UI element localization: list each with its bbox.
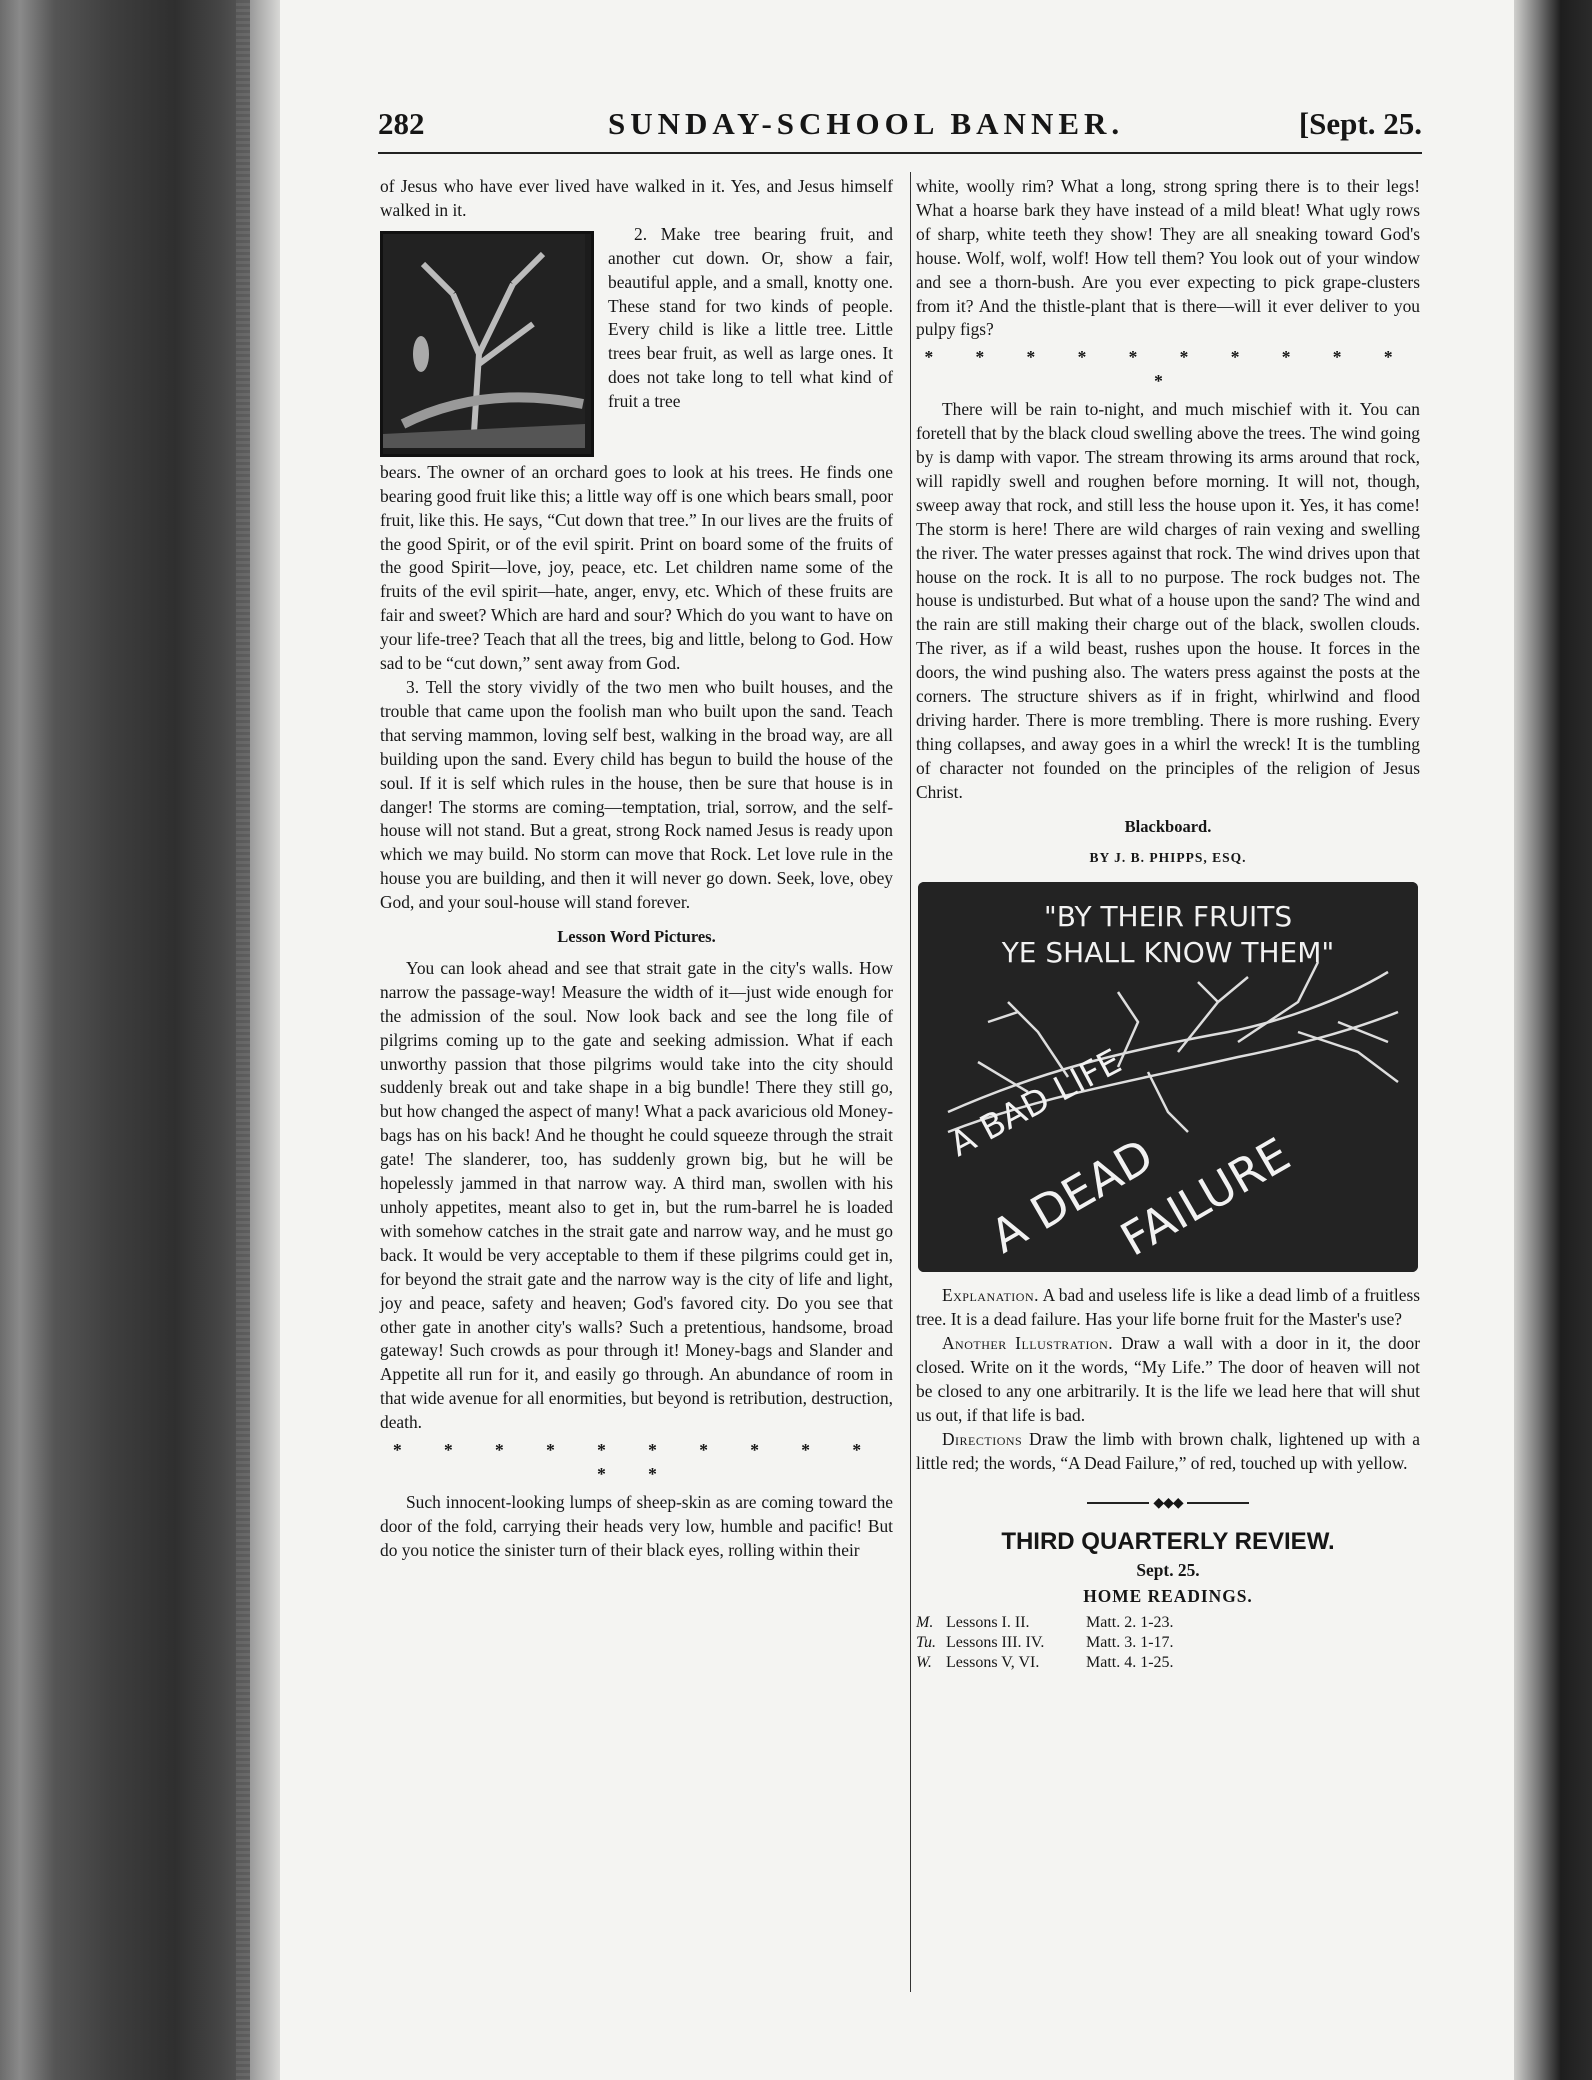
book-spine [0, 0, 250, 2080]
reading-reference: Matt. 3. 1-17. [1086, 1634, 1174, 1652]
reading-day: W. [916, 1654, 932, 1672]
section-break-stars: * * * * * * * * * * * * [392, 1440, 881, 1484]
reading-lessons: Lessons V, VI. [946, 1654, 1040, 1672]
blackboard-failure: FAILURE [1111, 1127, 1299, 1267]
tree-engraving [380, 231, 594, 457]
reading-reference: Matt. 2. 1-23. [1086, 1614, 1174, 1632]
header-rule [378, 152, 1422, 154]
home-readings-list [916, 1613, 1420, 1673]
blackboard-motto-line1: "BY THEIR FRUITS [1043, 900, 1293, 934]
point-two-wrapped: 2. Make tree bearing fruit, and another cut down. Or, show a fair, beautiful apple, and a small, knotty one. These stand for two kinds of people. Every child is like a little tree. Little trees bear fruit, as well as large ones. It does not take long to tell what kind of fruit a tree [608, 223, 893, 412]
ornament-divider: ◆◆◆ [916, 1492, 1420, 1516]
book-page [280, 0, 1514, 2080]
running-head [378, 100, 1422, 148]
lesson-word-pictures-heading: Lesson Word Pictures. [557, 927, 716, 947]
section-break-stars: * * * * * * * * * * * [924, 347, 1412, 392]
blackboard-bad-life: A BAD LIFE [943, 1041, 1128, 1166]
explanation-text: A bad and useless life is like a dead limb of a fruitless tree. It is a dead failure. Has your life borne fruit for the Master's use? [916, 1285, 1420, 1330]
directions-text: Draw the limb with brown chalk, lightened up with a little red; the words, “A Dead Failure,” of red, touched up with yellow. [916, 1428, 1420, 1473]
right-column [916, 175, 1420, 1673]
wolves-paragraph: white, woolly rim? What a long, strong spring there is to their legs! What a hoarse bark they have instead of a mild bleat! What ugly rows of sharp, white teeth they show! They are all sneaking toward God's house. Wolf, wolf, wolf! How tell them? You look out of your window and see a thorn-bush. Are you ever expecting to pick grape-clusters from it? And the thistle-plant that is there—will it ever deliver to you pulpy figs? [916, 176, 1420, 340]
blackboard-motto-line2: YE SHALL KNOW THEM" [1001, 936, 1335, 970]
page-gutter [250, 0, 280, 2080]
issue-date: [Sept. 25. [1298, 106, 1422, 141]
home-readings-heading: HOME READINGS. [1083, 1586, 1253, 1607]
blackboard-dead: A DEAD [981, 1128, 1163, 1264]
another-illustration-label: Another Illustration. [942, 1333, 1114, 1354]
storm-paragraph: There will be rain to-night, and much mischief with it. You can foretell that by the black cloud swelling above the trees. The wind going by is damp with vapor. The stream throwing its arms around that rock, will rapidly swell and roughen before morning. It will not, though, sweep away that rock, and still less the house upon it. Yes, it has come! The storm is here! There are wild charges of rain vexing and swelling the river. The water presses against that rock. The wind drives upon that house on the rock. It is all to no purpose. The rock budges not. The house is undisturbed. But what of a house upon the sand? The wind and the rain are still making their charge out of the black, swollen clouds. The river, as if a wild beast, rushes upon the house. It forces in the doors, the wind pushing also. The waters press against the posts at the corners. The structure shivers as if in fright, whirlwind and flood driving harder. There is more trembling. There is more rushing. Every thing collapses, and away goes in a whirl the wreck! It is the tumbling of character not founded on the principles of the religion of Jesus Christ. [916, 399, 1420, 802]
page-number: 282 [378, 106, 425, 141]
reading-lessons: Lessons I. II. [946, 1614, 1030, 1632]
directions-label: Directions [942, 1428, 1023, 1449]
explanation-label: Explanation. [942, 1285, 1039, 1306]
point-two-rest: bears. The owner of an orchard goes to look at his trees. He finds one bearing good fruit like this; a little way off is one which bears small, poor fruit, like this. He says, “Cut down that tree.” In our lives are the fruits of the good Spirit, or of the evil spirit. Print on board some of the fruits of the good Spirit—love, joy, peace, etc. Let children name some of the fruits of the evil spirit—hate, anger, envy, etc. Which of these fruits are fair and sweet? Which are hard and sour? Which do you want to have on your life-tree? Teach that all the trees, big and little, belong to God. How sad to be “cut down,” sent away from God. [380, 461, 893, 674]
list-item [916, 1633, 1420, 1653]
blackboard-heading: Blackboard. [1124, 816, 1212, 836]
intro-paragraph: of Jesus who have ever lived have walked in it. Yes, and Jesus himself walked in it. [380, 176, 893, 220]
reading-day: M. [916, 1614, 934, 1632]
column-rule [910, 172, 911, 1992]
blackboard-illustration [918, 882, 1418, 1272]
review-title: THIRD QUARTERLY REVIEW. [1001, 1527, 1335, 1555]
another-illustration-text: Draw a wall with a door in it, the door closed. Write on it the words, “My Life.” The door of heaven will not be closed to any one arbitrarily. It is the life we lead here that will shut us out, if that life is bad. [916, 1333, 1421, 1425]
review-date: Sept. 25. [1136, 1560, 1200, 1581]
adjacent-page-edge [1514, 0, 1592, 2080]
list-item [916, 1613, 1420, 1633]
publication-title: SUNDAY-SCHOOL BANNER. [608, 106, 1125, 141]
left-column [380, 175, 893, 1563]
list-item [916, 1653, 1420, 1673]
reading-lessons: Lessons III. IV. [946, 1634, 1045, 1652]
point-three: 3. Tell the story vividly of the two men who built houses, and the trouble that came upon the foolish man who built upon the sand. Teach that serving mammon, loving self best, walking in the broad way, are all building upon the sand. Every child has begun to build the house of the soul. If it is self which rules in the house, then be sure that house is in danger! The storms are coming—temptation, trial, sorrow, and the self-house will not stand. But a great, strong Rock named Jesus is ready upon which we may build. No storm can move that Rock. Let love rule in the house you are building, and then it will never go down. Seek, love, obey God, and your soul-house will stand forever. [380, 676, 893, 913]
byline: BY J. B. PHIPPS, ESQ. [1089, 850, 1247, 866]
reading-day: Tu. [916, 1634, 937, 1652]
reading-reference: Matt. 4. 1-25. [1086, 1654, 1174, 1672]
word-pictures-paragraph: You can look ahead and see that strait gate in the city's walls. How narrow the passage-way! Measure the width of it—just wide enough for the admission of the soul. Now look back and see the long file of pilgrims coming up to the gate and seeking admission. What if each unworthy passion that those pilgrims would take into the city should suddenly break out and take shape in a big bundle! There they still go, but how changed the aspect of many! What a pack avaricious old Money-bags has on his back! And he thought he could squeeze through the strait gate! The slanderer, too, has suddenly grown big, but he will be hopelessly jammed in that narrow way. A third man, swollen with his unholy appetites, meant also to get in, but the rum-barrel he is loaded with somehow catches in the strait gate and narrow way, and he must go back. It would be very acceptable to them if these pilgrims could get in, for beyond the strait gate and the narrow way is the city of life and light, joy and peace, safety and heaven; God's favored city. Do you see that other gate in another city's walls? Such a pretentious, handsome, broad gateway! Such crowds as pour through it! Money-bags and Slander and Appetite all run for it, and easily go through. An abundance of room in that wide avenue for all enormities, but beyond is retribution, destruction, death. [380, 957, 893, 1433]
sheep-paragraph: Such innocent-looking lumps of sheep-skin as are coming toward the door of the fold, carrying their heads very low, humble and pacific! But do you notice the sinister turn of their black eyes, rolling within their [380, 1491, 893, 1560]
